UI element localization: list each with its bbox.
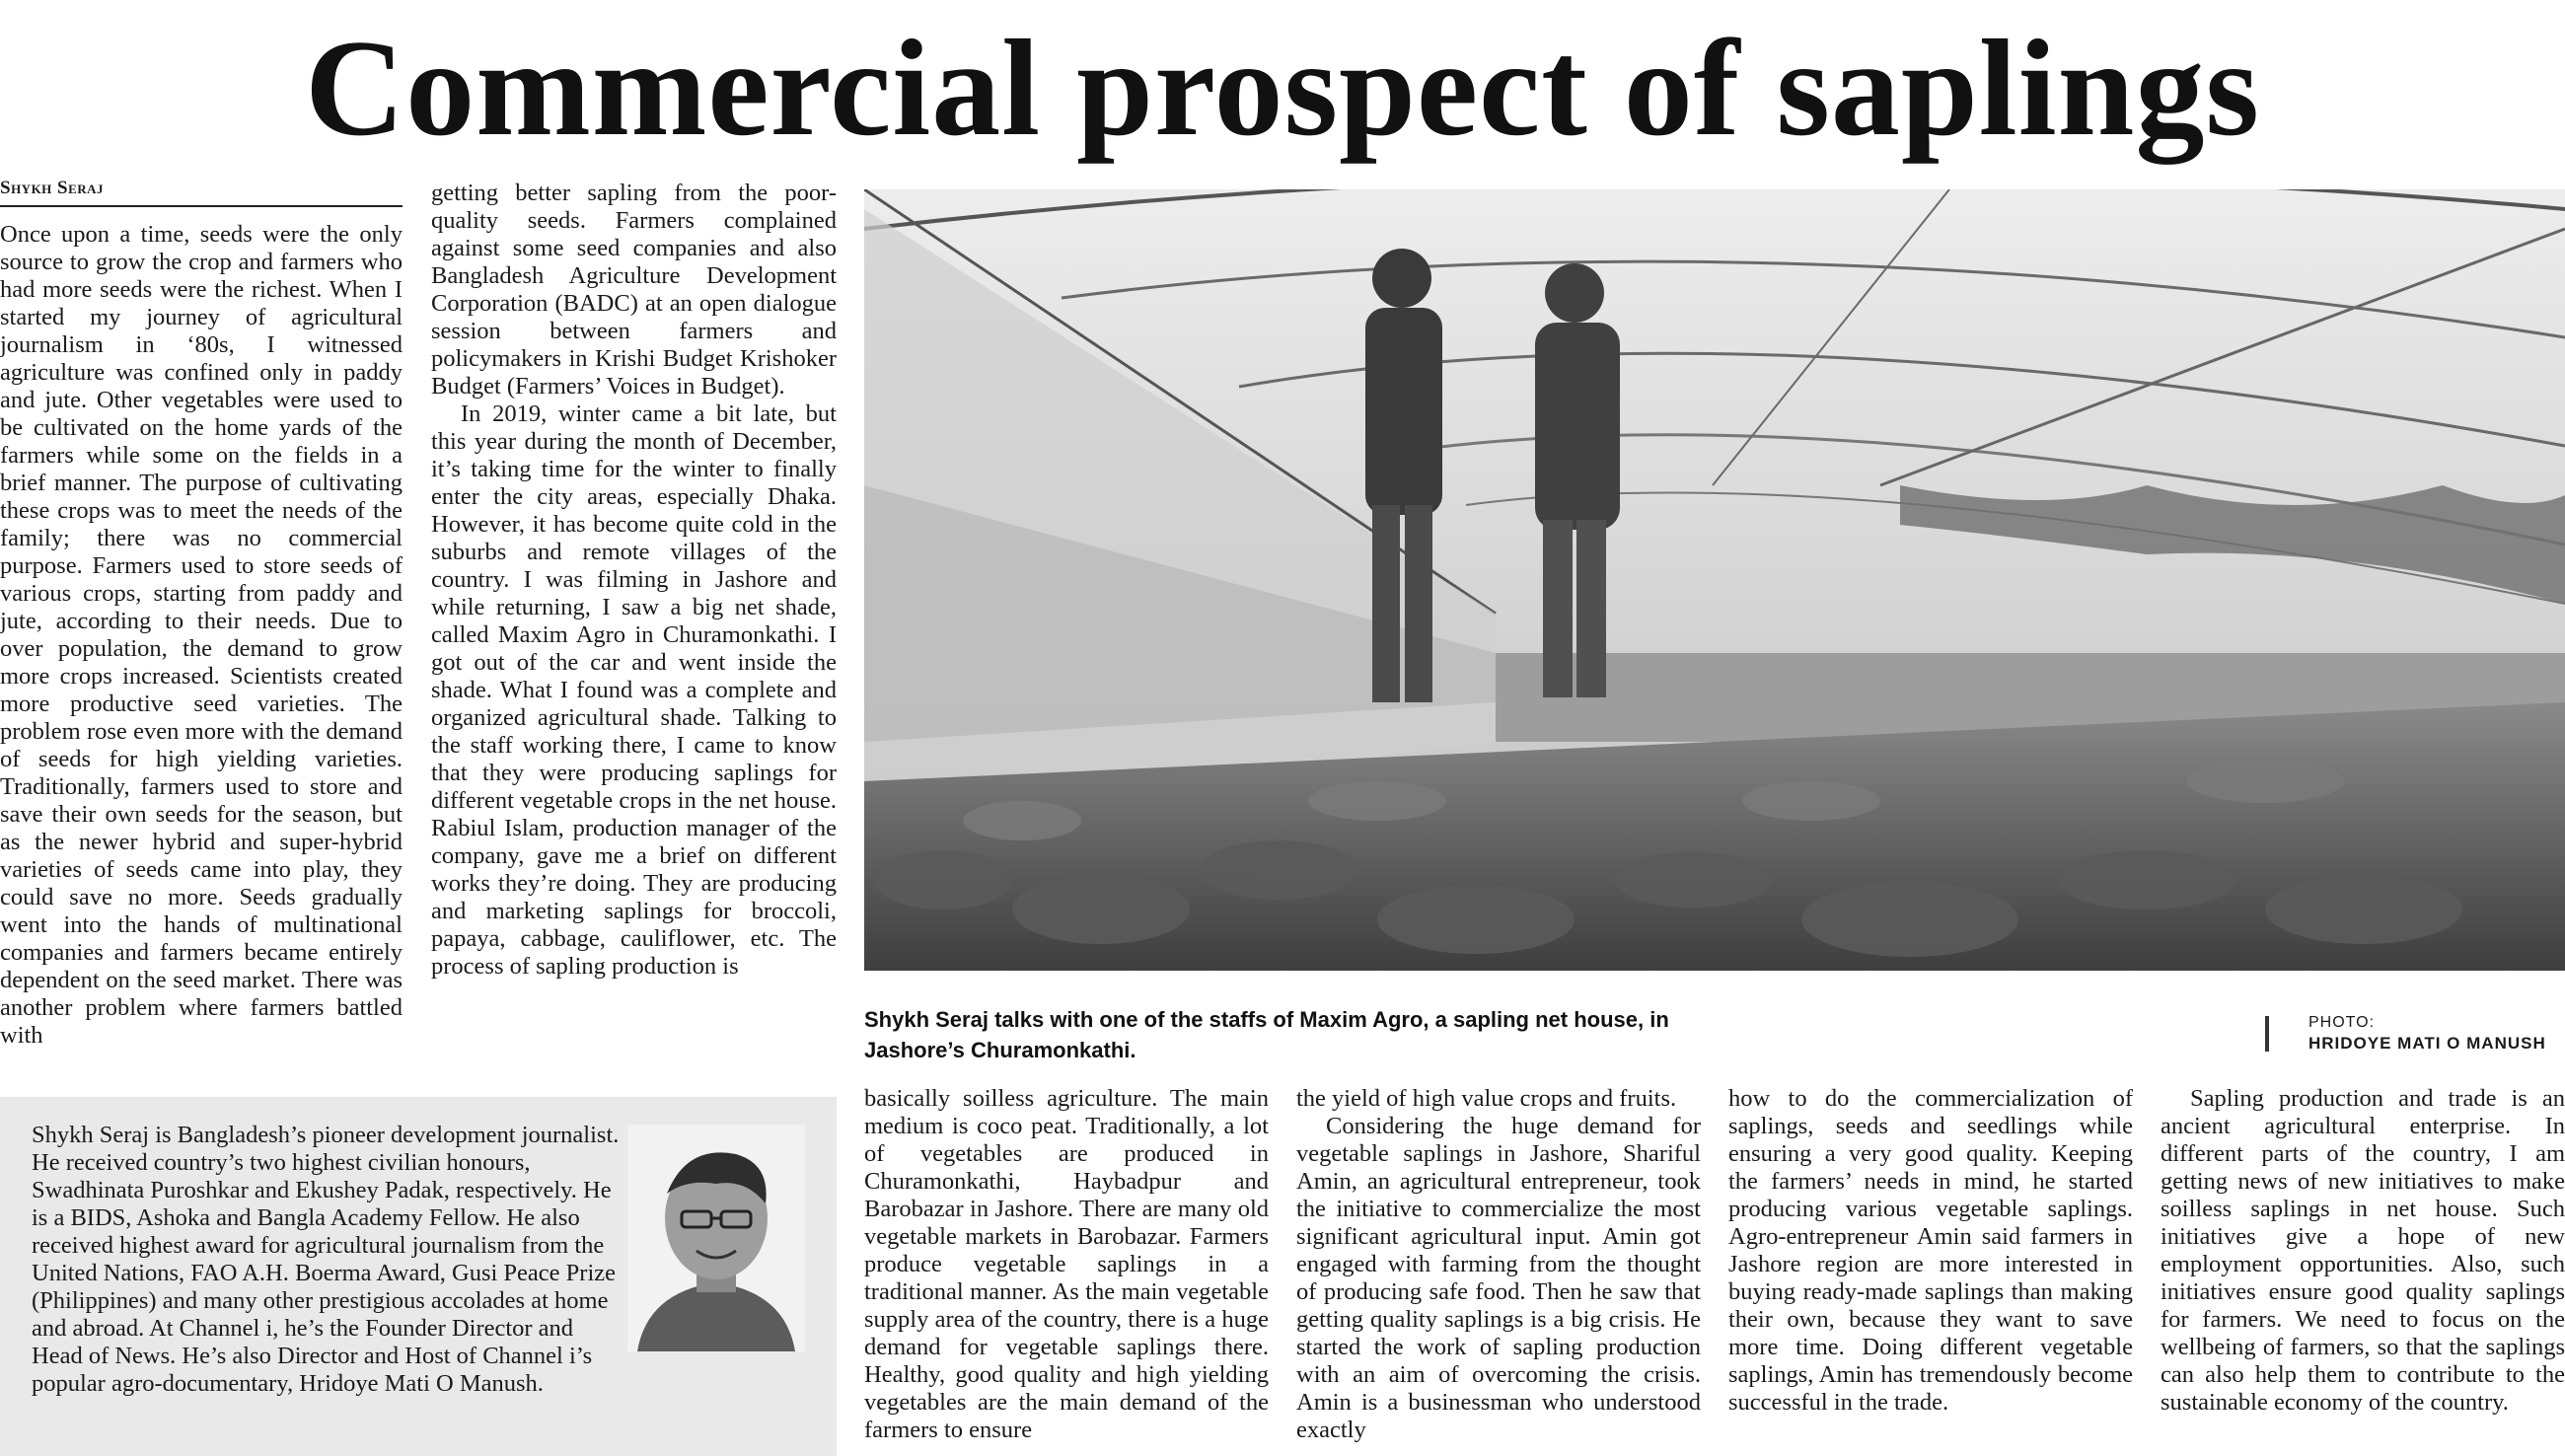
article-column-4 [1296,1085,1701,1444]
column-3-text: basically soilless agriculture. The main medium is coco peat. Traditionally, a lot of vegetables are produced in Churamonkathi, Haybadpur and Barobazar in Jashore. There are many old vegetable markets in Barobazar. Farmers produce vegetable saplings in a traditional manner. As the main vegetable supply area of the country, there is a huge demand for vegetable saplings there. Healthy, good quality and high yielding vegetables are the main demand of the farmers to ensure [864,1085,1269,1443]
author-bio [32,1122,811,1398]
column-6-text: Sapling production and trade is an ancient agricultural enterprise. In different parts of the country, I am getting news of new initiatives to make soilless saplings in net house. Such initiatives give a hope of new employment opportunities. Also, such initiatives ensure good quality saplings for farmers. We need to focus on the wellbeing of farmers, so that the saplings can also help them to contribute to the sustainable economy of the country. [2161,1085,2565,1416]
credit-divider [2265,1016,2269,1052]
photo-credit-label: PHOTO: [2308,1014,2376,1031]
article-column-3 [864,1085,1269,1444]
article-column-2 [431,180,837,981]
column-5-text: how to do the commercialization of saplings, seeds and seedlings while ensuring a very good quality. Keeping the farmers’ needs in mind, he started producing various vegetable saplings. Agro-entrepreneur Amin said farmers in Jashore region are more interested in buying ready-made saplings than making their own, because they want to save more time. Doing different vegetable saplings, Amin has tremendously become successful in the trade. [1728,1085,2133,1416]
column-2-paragraph-2: In 2019, winter came a bit late, but this year during the month of December, it’s taking time for the winter to finally enter the city areas, especially Dhaka. However, it has become quite cold in the suburbs and remote villages of the country. I was filming in Jashore and while returning, I saw a big net shade, called Maxim Agro in Churamonkathi. I got out of the car and went inside the shade. What I found was a complete and organized agricultural shade. Talking to the staff working there, I came to know that they were producing saplings for different vegetable crops in the net house. Rabiul Islam, production manager of the company, gave me a brief on different works they’re doing. They are producing and marketing saplings for broccoli, papaya, cabbage, cauliflower, etc. The process of sapling production is [431,400,837,980]
headline: Commercial prospect of saplings [305,12,2260,165]
column-4-paragraph-1: the yield of high value crops and fruits. [1296,1085,1677,1112]
column-2-paragraph-1: getting better sapling from the poor-quality seeds. Farmers complained against some seed companies and also Bangladesh Agriculture Development Corporation (BADC) at an open dialogue session between farmers and policymakers in Krishi Budget Krishoker Budget (Farmers’ Voices in Budget). [431,180,837,400]
greenhouse-photo [864,189,2565,971]
photo-caption: Shykh Seraj talks with one of the staffs of Maxim Agro, a sapling net house, in Jashore’s Churamonkathi. [864,1007,1669,1062]
photo-credit-name: HRIDOYE MATI O MANUSH [2308,1034,2546,1053]
article-column-1 [0,221,403,1050]
column-1-text: Once upon a time, seeds were the only source to grow the crop and farmers who had more seeds were the richest. When I started my journey of agricultural journalism in ‘80s, I witnessed agriculture was confined only in paddy and jute. Other vegetables were used to be cultivated on the home yards of the farmers while some on the fields in a brief manner. The purpose of cultivating these crops was to meet the needs of the family; there was no commercial purpose. Farmers used to store seeds of various crops, starting from paddy and jute, according to their needs. Due to over population, the demand to grow more crops increased. Scientists created more productive seed varieties. The problem rose even more with the demand of seeds for high yielding varieties. Traditionally, farmers used to store and save their own seeds for the season, but as the newer hybrid and super-hybrid varieties of seeds came into play, they could save no more. Seeds gradually went into the hands of multinational companies and farmers became entirely dependent on the seed market. There was another problem where farmers battled with [0,221,403,1049]
greenhouse-photo-illustration [864,189,2565,971]
article-column-5 [1728,1085,2133,1417]
article-column-6 [2161,1085,2565,1417]
byline: Shykh Seraj [0,178,403,207]
author-bio-text: Shykh Seraj is Bangladesh’s pioneer development journalist. He received country’s two highest civilian honours, Swadhinata Puroshkar and Ekushey Padak, respectively. He is a BIDS, Ashoka and Bangla Academy Fellow. He also received highest award for agricultural journalism from the United Nations, FAO A.H. Boerma Award, Gusi Peace Prize (Philippines) and many other prestigious accolades at home and abroad. At Channel i, he’s the Founder Director and Head of News. He’s also Director and Host of Channel i’s popular agro-documentary, Hridoye Mati O Manush. [32,1122,620,1397]
column-4-paragraph-2: Considering the huge demand for vegetable saplings in Jashore, Shariful Amin, an agricultural entrepreneur, took the initiative to commercialize the most significant agricultural input. Amin got engaged with farming from the thought of producing safe food. Then he saw that getting quality saplings is a big crisis. He started the work of sapling production with an aim of overcoming the crisis. Amin is a businessman who understood exactly [1296,1113,1701,1443]
